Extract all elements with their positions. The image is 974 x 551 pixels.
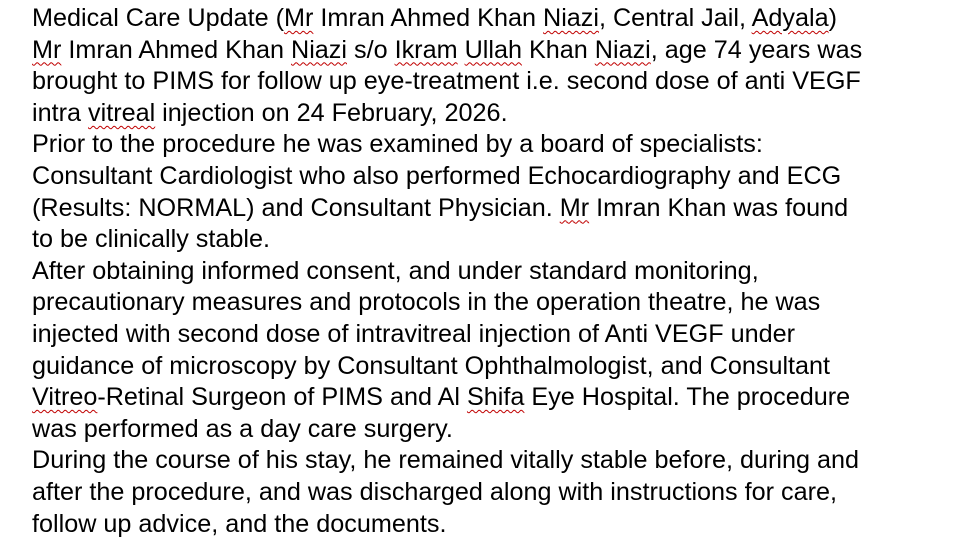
text-line: [32, 477, 968, 509]
text-run: -Retinal Surgeon of PIMS and Al: [97, 383, 467, 412]
text-run: after the procedure, and was discharged along with instructions for care,: [32, 477, 838, 506]
text-run: , Central Jail,: [598, 4, 752, 32]
text-run: , age 74 years was: [650, 35, 863, 64]
text-run: s/o: [346, 35, 395, 64]
text-line: [32, 129, 968, 161]
text-run: brought to PIMS for follow up eye-treatment i.e. second dose of anti VEGF: [32, 67, 861, 96]
text-run: intra: [32, 98, 88, 127]
text-run: [458, 36, 465, 64]
text-run: Imran Ahmed Khan: [61, 35, 291, 64]
spellcheck-flagged-word[interactable]: Niazi: [594, 35, 651, 64]
text-run: was performed as a day care surgery.: [32, 414, 453, 443]
spellcheck-flagged-word[interactable]: Ullah: [464, 35, 522, 64]
text-run: follow up advice, and the documents.: [32, 509, 447, 538]
spellcheck-flagged-word[interactable]: Vitreo: [32, 383, 98, 412]
text-line: [32, 319, 968, 351]
text-line: [32, 414, 968, 446]
text-run: Eye Hospital. The procedure: [524, 383, 851, 412]
spellcheck-flagged-word[interactable]: Niazi: [291, 35, 347, 64]
spellcheck-flagged-word[interactable]: Mr: [559, 193, 590, 222]
text-run: Medical Care Update (: [32, 4, 284, 32]
text-line: [32, 382, 968, 414]
text-line: [32, 445, 968, 477]
text-line: [32, 256, 968, 288]
text-run: precautionary measures and protocols in the operation theatre, he was: [32, 288, 821, 317]
text-run: injection on 24 February, 2026.: [155, 98, 508, 127]
text-run: Consultant Cardiologist who also performed Echocardiography and ECG: [32, 161, 842, 190]
text-run: to be clinically stable.: [32, 225, 271, 254]
text-run: injected with second dose of intravitreal injection of Anti VEGF under: [32, 319, 796, 348]
text-line: [32, 193, 968, 225]
spellcheck-flagged-word[interactable]: Ikram: [394, 35, 458, 64]
text-run: ): [828, 4, 837, 32]
text-line: [32, 35, 968, 67]
spellcheck-flagged-word[interactable]: Mr: [32, 35, 62, 64]
text-run: Khan: [521, 35, 595, 64]
text-run: Imran Khan was found: [589, 193, 849, 222]
text-line: [32, 287, 968, 319]
text-run: During the course of his stay, he remained vitally stable before, during and: [32, 446, 859, 475]
text-line: [32, 351, 968, 383]
spellcheck-flagged-word[interactable]: Shifa: [466, 383, 525, 412]
spellcheck-flagged-word[interactable]: Niazi: [543, 4, 599, 32]
spellcheck-flagged-word[interactable]: Adyala: [751, 4, 829, 32]
text-run: Imran Ahmed Khan: [313, 4, 543, 32]
text-run: After obtaining informed consent, and under standard monitoring,: [32, 256, 759, 285]
spellcheck-flagged-word[interactable]: vitreal: [88, 98, 156, 127]
text-line: [32, 66, 968, 98]
text-line: [32, 161, 968, 193]
text-line: [32, 509, 968, 541]
spellcheck-flagged-word[interactable]: Mr: [284, 4, 314, 32]
text-run: Prior to the procedure he was examined by a board of specialists:: [32, 130, 763, 159]
text-run: (Results: NORMAL) and Consultant Physician.: [32, 193, 560, 222]
document-body: [32, 3, 968, 540]
text-line: [32, 98, 968, 130]
text-line: [32, 224, 968, 256]
text-line: [32, 3, 968, 35]
text-run: guidance of microscopy by Consultant Ophthalmologist, and Consultant: [32, 351, 831, 380]
